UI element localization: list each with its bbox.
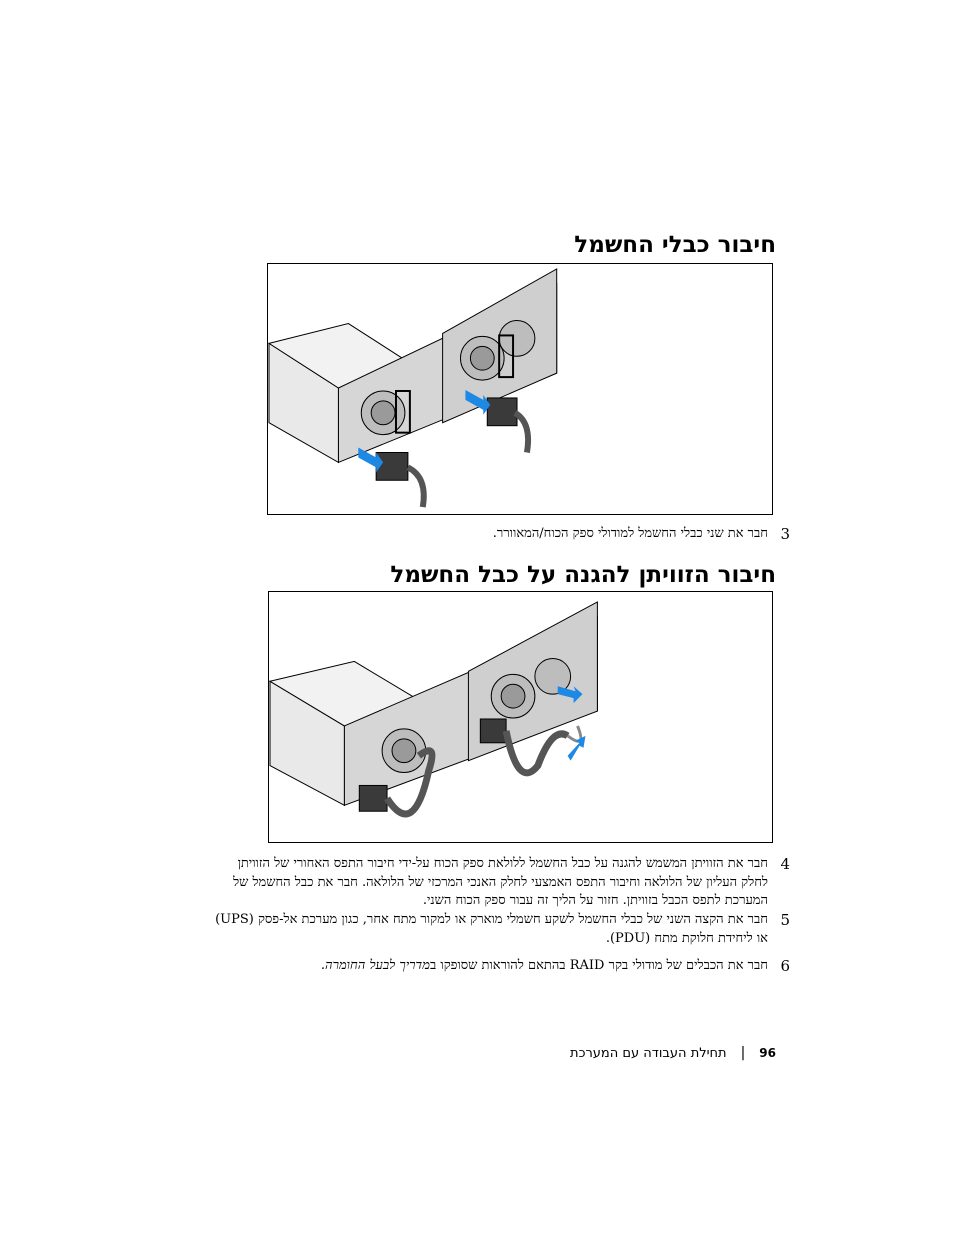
step-3 — [208, 525, 790, 544]
step-number: 5 — [780, 911, 790, 929]
step-number: 3 — [780, 525, 790, 543]
enclosure-rear-cable-guard-illustration — [269, 592, 772, 842]
page-footer — [570, 1045, 776, 1061]
step-4 — [208, 855, 790, 911]
figure-cable-guard-connection — [268, 591, 773, 843]
step-text: חבר את שני כבלי החשמל למודולי ספק הכוח/המאוורר. — [492, 526, 768, 541]
footer-label: תחילת העבודה עם המערכת — [570, 1045, 727, 1061]
step-text-main: חבר את הכבלים של מודולי בקר RAID בהתאם להוראות שסופקו ב — [429, 958, 768, 973]
step-text — [208, 957, 768, 976]
step-text: חבר את הקצה השני של כבלי החשמל לשקע חשמלי מוארק או למקור מתח אחר, כגון מערכת אל-פסק (UPS) או ליחידת חלוקת מתח (PDU). — [215, 912, 768, 946]
step-text: חבר את הזוויתן המשמש להגנה על כבל החשמל ללולאת ספק הכוח על-ידי חיבור התפס האחורי של הזוויתן לחלק העליון של הלולאה וחיבור התפס האמצעי לחלק האנכי המרכזי של הלולאה. חבר את כבל החשמל של המערכת לתפס הכבל בזוויתן. חזור על הליך זה עבור ספק הכוח השני. — [233, 856, 768, 908]
step-5 — [208, 911, 790, 948]
enclosure-rear-illustration — [268, 264, 772, 514]
page-number: 96 — [759, 1046, 776, 1060]
hardware-owners-manual-title: מדריך לבעל החומרה. — [320, 958, 430, 973]
figure-power-cable-connection — [267, 263, 773, 515]
step-number: 4 — [780, 855, 790, 873]
footer-separator: | — [740, 1045, 746, 1061]
step-number: 6 — [780, 957, 790, 975]
section-title-power-cables: חיבור כבלי החשמל — [574, 232, 776, 258]
section-title-cable-guard: חיבור הזוויתן להגנה על כבל החשמל — [390, 562, 776, 588]
step-6 — [208, 957, 790, 976]
